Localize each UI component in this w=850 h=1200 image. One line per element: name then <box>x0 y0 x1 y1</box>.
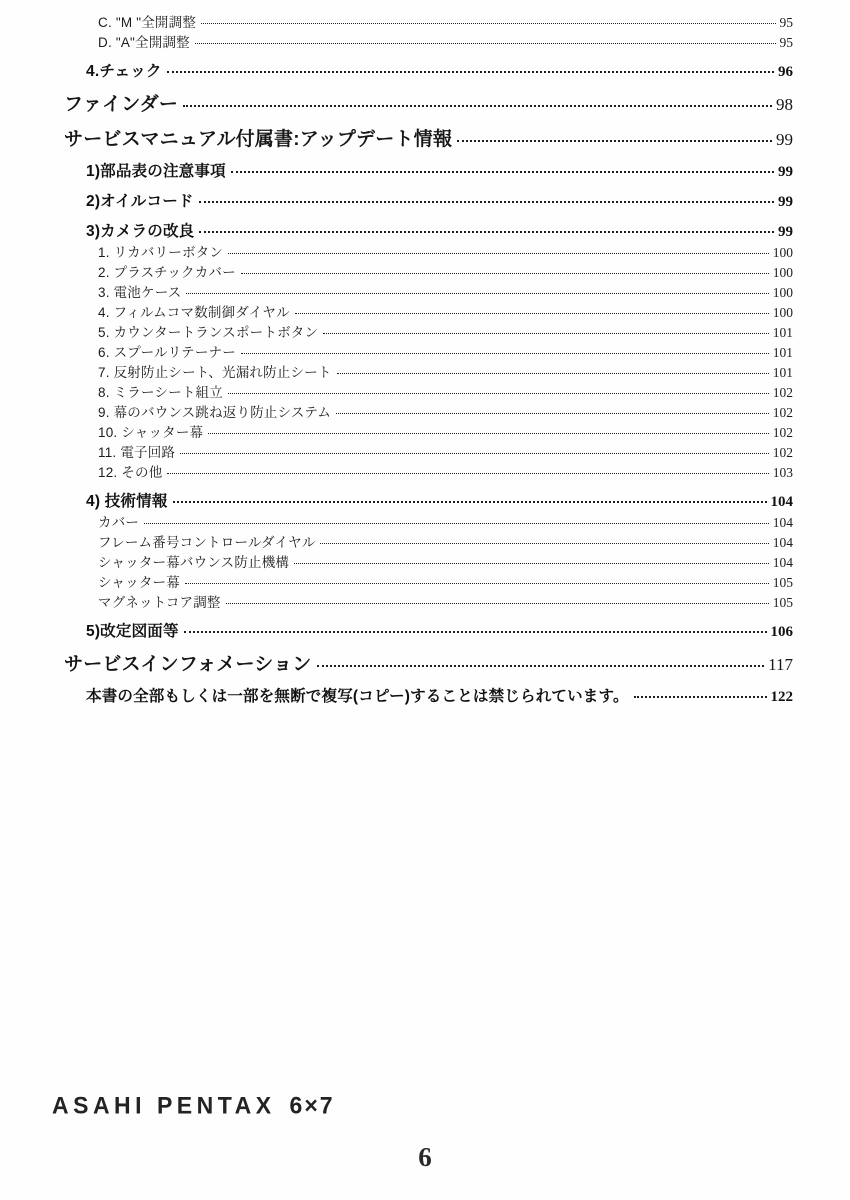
toc-leader-dots <box>457 140 772 142</box>
toc-leader-dots <box>336 413 769 414</box>
toc-page-number: 105 <box>772 575 793 590</box>
toc-leader-dots <box>317 665 765 667</box>
toc-entry-label: 7. 反射防止シート、光漏れ防止シート <box>98 365 332 380</box>
toc-entry <box>0 323 793 343</box>
toc-page-number: 101 <box>772 365 793 380</box>
toc-entry <box>0 343 793 363</box>
toc-entry <box>0 243 793 263</box>
toc-leader-dots <box>241 273 769 274</box>
toc-entry <box>0 403 793 423</box>
toc-page-number: 99 <box>778 164 793 180</box>
toc-entry <box>0 423 793 443</box>
toc-entry <box>0 491 793 513</box>
toc-leader-dots <box>295 313 769 314</box>
logo-brand-text: ASAHI PENTAX <box>52 1091 276 1119</box>
toc-page-number: 103 <box>772 465 793 480</box>
toc-entry <box>0 263 793 283</box>
toc-entry <box>0 363 793 383</box>
toc-leader-dots <box>226 603 769 604</box>
toc-entry-label: 8. ミラーシート組立 <box>98 385 223 400</box>
toc-entry-label: 12. その他 <box>98 465 163 480</box>
toc-entry <box>0 191 793 213</box>
toc-page-number: 100 <box>772 285 793 300</box>
toc-entry <box>0 553 793 573</box>
toc-page-number: 100 <box>772 245 793 260</box>
toc-page-number: 98 <box>776 95 793 114</box>
toc-entry-label: 4) 技術情報 <box>86 493 168 510</box>
toc-entry-label: 1. リカバリーボタン <box>98 245 224 260</box>
toc-leader-dots <box>201 23 775 24</box>
toc-page-number: 99 <box>778 194 793 210</box>
toc-entry <box>0 33 793 53</box>
toc-entry-label: 5. カウンタートランスポートボタン <box>98 325 319 340</box>
toc-entry <box>0 686 793 708</box>
toc-leader-dots <box>320 543 768 544</box>
toc-entry <box>0 652 793 678</box>
toc-page-number: 105 <box>772 595 793 610</box>
toc-leader-dots <box>195 43 776 44</box>
toc-page-number: 95 <box>779 35 793 50</box>
toc-leader-dots <box>183 105 772 107</box>
toc-entry <box>0 92 793 118</box>
toc-leader-dots <box>634 696 767 698</box>
toc-page-number: 104 <box>772 535 793 550</box>
toc-leader-dots <box>231 171 774 173</box>
asahi-pentax-logo <box>52 1091 335 1119</box>
toc-entry-label: シャッター幕 <box>98 575 180 590</box>
toc-entry-label: 4.チェック <box>86 63 162 80</box>
toc-page-number: 117 <box>768 655 793 674</box>
toc-page-number: 102 <box>772 385 793 400</box>
toc-entry <box>0 593 793 613</box>
toc-entry <box>0 513 793 533</box>
toc-leader-dots <box>167 473 768 474</box>
toc-leader-dots <box>241 353 769 354</box>
toc-entry <box>0 161 793 183</box>
toc-entry-label: 9. 幕のバウンス跳ね返り防止システム <box>98 405 332 420</box>
toc-entry <box>0 383 793 403</box>
toc-entry-label: 3)カメラの改良 <box>86 223 195 240</box>
toc-leader-dots <box>323 333 769 334</box>
toc-page-number: 102 <box>772 445 793 460</box>
toc-leader-dots <box>185 583 769 584</box>
toc-page-number: 101 <box>772 345 793 360</box>
toc-page-number: 102 <box>772 425 793 440</box>
toc-leader-dots <box>199 231 774 233</box>
toc-entry <box>0 127 793 153</box>
toc-leader-dots <box>144 523 769 524</box>
toc-page-number: 101 <box>772 325 793 340</box>
table-of-contents <box>0 13 793 708</box>
toc-entry-label: フレーム番号コントロールダイヤル <box>98 535 316 550</box>
toc-entry-label: ファインダー <box>64 94 179 115</box>
toc-leader-dots <box>208 433 769 434</box>
toc-leader-dots <box>294 563 769 564</box>
toc-leader-dots <box>337 373 769 374</box>
toc-entry-label: 3. 電池ケース <box>98 285 182 300</box>
toc-entry-label: 11. 電子回路 <box>98 445 176 460</box>
toc-leader-dots <box>228 393 769 394</box>
toc-page-number: 99 <box>776 130 793 149</box>
toc-entry <box>0 61 793 83</box>
toc-page-number: 104 <box>772 515 793 530</box>
page-number: 6 <box>418 1142 432 1172</box>
toc-page-number: 99 <box>778 224 793 240</box>
toc-entry <box>0 463 793 483</box>
toc-page-number: 104 <box>770 494 793 510</box>
toc-leader-dots <box>184 631 767 633</box>
toc-entry-label: 1)部品表の注意事項 <box>86 163 226 180</box>
toc-entry-label: 2)オイルコード <box>86 193 194 210</box>
toc-page-number: 122 <box>770 689 793 705</box>
toc-entry-label: 5)改定図面等 <box>86 623 179 640</box>
toc-leader-dots <box>180 453 769 454</box>
toc-entry-label: 本書の全部もしくは一部を無断で複写(コピー)することは禁じられています。 <box>86 688 629 705</box>
toc-entry-label: 10. シャッター幕 <box>98 425 204 440</box>
toc-page-number: 100 <box>772 265 793 280</box>
toc-page-number: 100 <box>772 305 793 320</box>
toc-page-number: 106 <box>770 624 793 640</box>
toc-leader-dots <box>167 71 774 73</box>
toc-entry-label: 4. フィルムコマ数制御ダイヤル <box>98 305 290 320</box>
toc-entry-label: D. "A"全開調整 <box>98 35 190 50</box>
toc-entry-label: カバー <box>98 515 140 530</box>
toc-entry-label: マグネットコア調整 <box>98 595 221 610</box>
toc-entry <box>0 283 793 303</box>
toc-entry-label: サービスインフォメーション <box>64 654 312 675</box>
toc-leader-dots <box>173 501 767 503</box>
toc-entry <box>0 443 793 463</box>
logo-model-text: 6×7 <box>289 1091 335 1119</box>
toc-entry <box>0 621 793 643</box>
toc-entry <box>0 303 793 323</box>
toc-entry-label: サービスマニュアル付属書:アップデート情報 <box>64 129 453 150</box>
toc-entry <box>0 573 793 593</box>
toc-entry <box>0 533 793 553</box>
toc-entry-label: C. "M "全開調整 <box>98 15 197 30</box>
toc-entry-label: 2. プラスチックカバー <box>98 265 236 280</box>
toc-page-number: 102 <box>772 405 793 420</box>
toc-leader-dots <box>199 201 774 203</box>
toc-leader-dots <box>228 253 769 254</box>
toc-entry-label: シャッター幕バウンス防止機構 <box>98 555 290 570</box>
toc-entry <box>0 13 793 33</box>
toc-page-number: 95 <box>779 15 793 30</box>
toc-entry <box>0 221 793 243</box>
toc-page-number: 104 <box>772 555 793 570</box>
toc-entry-label: 6. スプールリテーナー <box>98 345 236 360</box>
toc-leader-dots <box>186 293 768 294</box>
toc-page-number: 96 <box>778 64 793 80</box>
